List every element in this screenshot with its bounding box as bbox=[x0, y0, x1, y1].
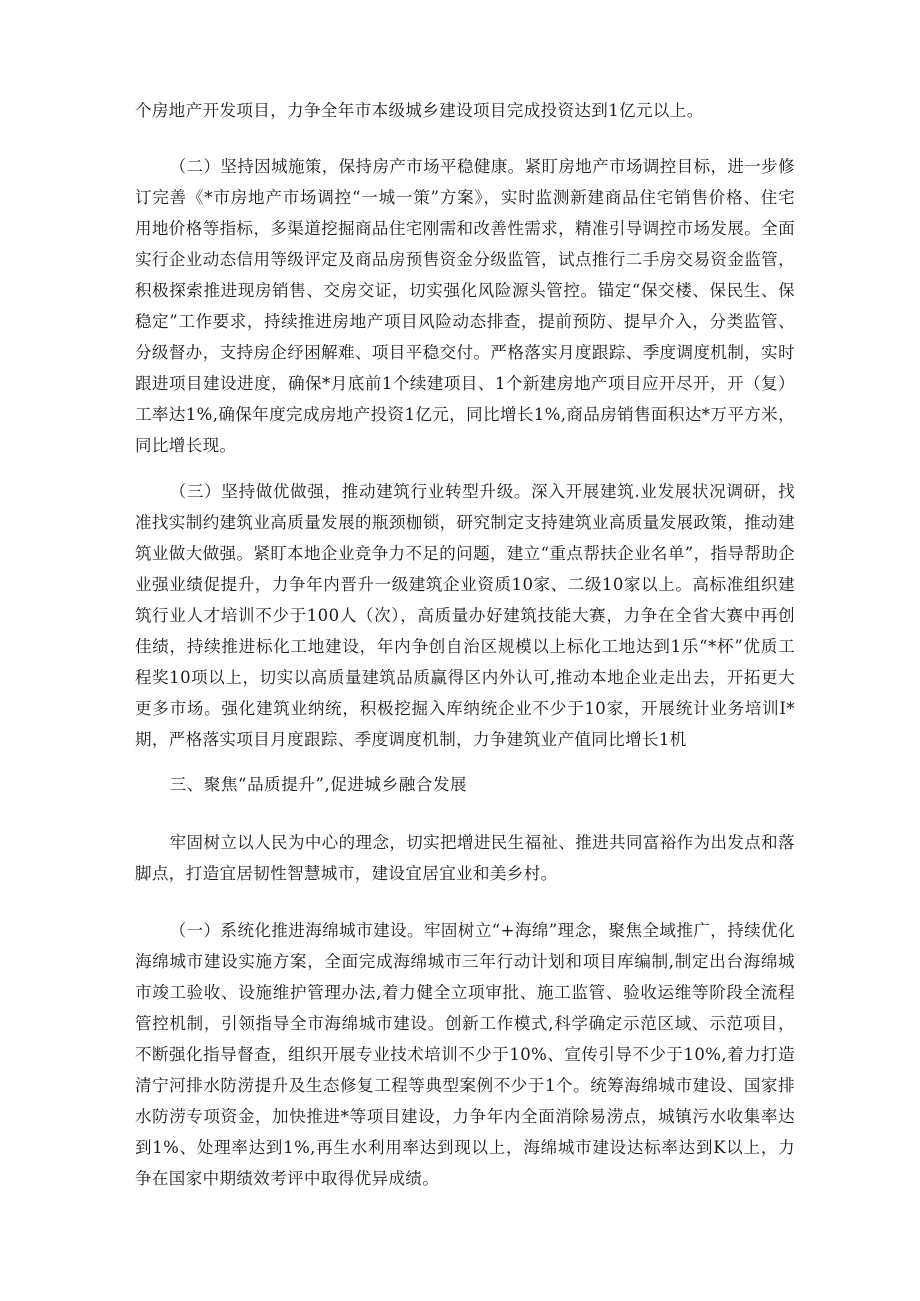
paragraph-section-2: （二）坚持因城施策，保持房产市场平稳健康。紧盯房地产市场调控目标，进一步修订完善《*市房地产市场调控“一城一策”方案》，实时监测新建商品住宅销售价格、住宅用地价格等指标，多渠道挖掘商品住宅刚需和改善性需求，精准引导调控市场发展。全面实行企业动态信用等级评定及商品房预售资金分级监管，试点推行二手房交易资金监管，积极探索推进现房销售、交房交证，切实强化风险源头管控。锚定“保交楼、保民生、保稳定”工作要求，持续推进房地产项目风险动态排查，提前预防、提早介入，分类监管、分级督办，支持房企纾困解难、项目平稳交付。严格落实月度跟踪、季度调度机制，实时跟进项目建设进度，确保*月底前1个续建项目、1个新建房地产项目应开尽开，开（复）工率达1%,确保年度完成房地产投资1亿元，同比增长1%,商品房销售面积达*万平方米，同比增长现。 bbox=[135, 157, 795, 455]
paragraph-continuation: 个房地产开发项目，力争全年市本级城乡建设项目完成投资达到1亿元以上。 bbox=[135, 101, 704, 120]
paragraph-intro: 牢固树立以人民为中心的理念，切实把增进民生福祉、推进共同富裕作为出发点和落脚点，打造宜居韧性智慧城市，建设宜居宜业和美乡村。 bbox=[135, 833, 795, 883]
paragraph-subsection-1: （一）系统化推进海绵城市建设。牢固树立“+海绵”理念，聚焦全域推广，持续优化海绵城市建设实施方案，全面完成海绵城市三年行动计划和项目库编制,制定出台海绵城市竣工验收、设施维护管理办法,着力健全立项审批、施工监管、验收运维等阶段全流程管控机制，引领指导全市海绵城市建设。创新工作模式,科学确定示范区域、示范项目，不断强化指导督查，组织开展专业技术培训不少于10%、宣传引导不少于10%,着力打造清宁河排水防涝提升及生态修复工程等典型案例不少于1个。统筹海绵城市建设、国家排水防涝专项资金，加快推进*等项目建设，力争年内全面消除易涝点，城镇污水收集率达到1%、处理率达到1%,再生水利用率达到现以上，海绵城市建设达标率达到K以上，力争在国家中期绩效考评中取得优异成绩。 bbox=[135, 921, 795, 1188]
paragraph-section-3: （三）坚持做优做强，推动建筑行业转型升级。深入开展建筑.业发展状况调研，找准找实制约建筑业高质量发展的瓶颈枷锁，研究制定支持建筑业高质量发展政策，推动建筑业做大做强。紧盯本地企业竞争力不足的问题，建立“重点帮扶企业名单”，指导帮助企业强业绩促提升，力争年内晋升一级建筑企业资质10家、二级10家以上。高标准组织建筑行业人才培训不少于100人（次），高质量办好建筑技能大赛，力争在全省大赛中再创佳绩，持续推进标化工地建设，年内争创自治区规模以上标化工地达到1乐“*杯”优质工程奖10项以上，切实以高质量建筑品质赢得区内外认可,推动本地企业走出去，开拓更大更多市场。强化建筑业纳统，积极挖掘入库纳统企业不少于10家，开展统计业务培训I*期，严格落实项目月度跟踪、季度调度机制，力争建筑业产值同比增长1机 bbox=[135, 482, 795, 749]
section-heading-3: 三、聚焦“品质提升”,促进城乡融合发展 bbox=[169, 775, 468, 794]
